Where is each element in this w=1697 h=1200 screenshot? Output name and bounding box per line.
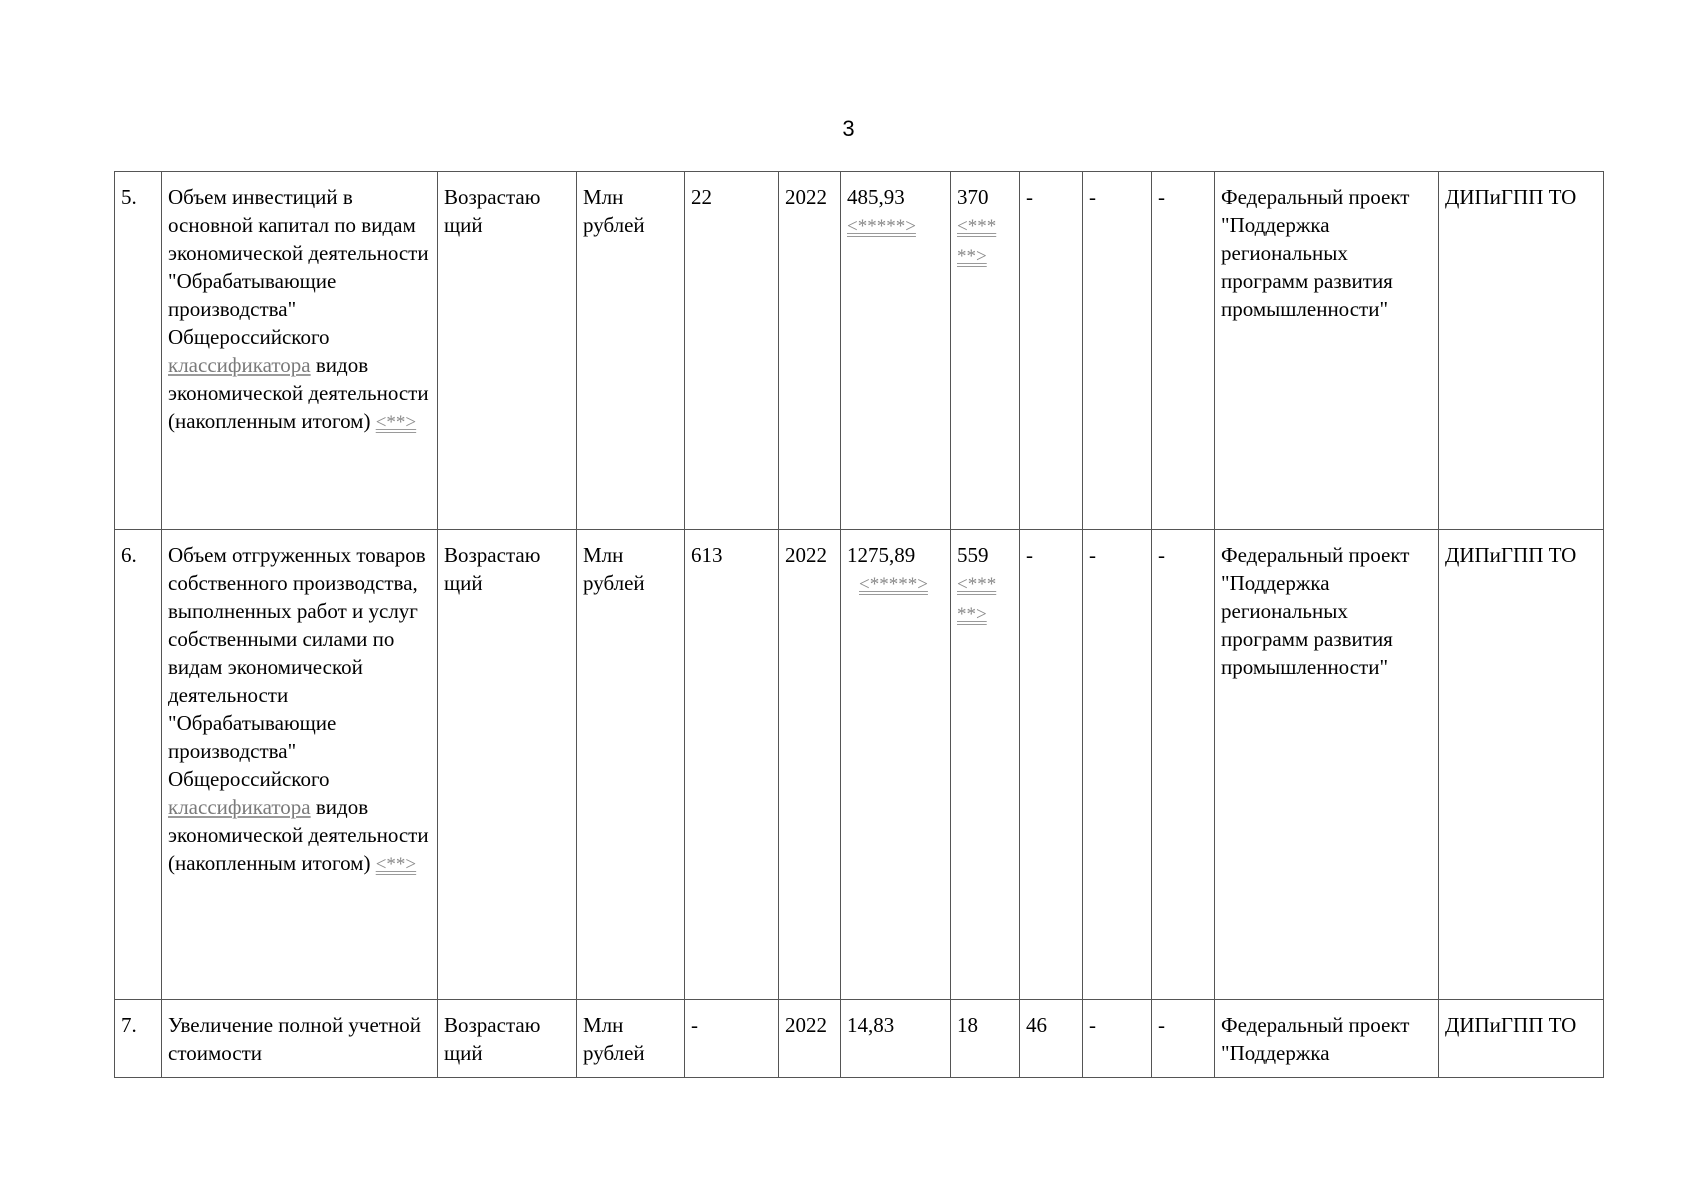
year-cell: 2022 (779, 1000, 841, 1078)
year-cell: 2022 (779, 530, 841, 1000)
footnote-ref[interactable]: <*** **> (957, 574, 997, 625)
classifier-link[interactable]: классификатора (168, 353, 311, 377)
responsible-cell: ДИПиГПП ТО (1439, 530, 1604, 1000)
unit-cell: Млн рублей (577, 530, 685, 1000)
unit-cell: Млн рублей (577, 172, 685, 530)
base-value-cell: 613 (685, 530, 779, 1000)
value-cell: 14,83 (841, 1000, 951, 1078)
value-cell: 559 <*** **> (951, 530, 1020, 1000)
value-cell: - (1152, 172, 1215, 530)
footnote-ref[interactable]: <**> (375, 854, 417, 875)
table-row (115, 172, 1604, 530)
footnote-ref[interactable]: <*****> (847, 216, 916, 237)
indicators-table (114, 171, 1604, 1078)
row-number: 6. (115, 530, 162, 1000)
responsible-cell: ДИПиГПП ТО (1439, 172, 1604, 530)
value-cell: - (1083, 530, 1152, 1000)
value-cell: 46 (1020, 1000, 1083, 1078)
unit-cell: Млн рублей (577, 1000, 685, 1078)
footnote-ref[interactable]: <*** **> (957, 216, 997, 267)
table-row (115, 530, 1604, 1000)
value-cell: - (1020, 172, 1083, 530)
project-cell: Федеральный проект "Поддержка региональных программ развития промышленности" (1215, 530, 1439, 1000)
value-cell: - (1152, 1000, 1215, 1078)
responsible-cell: ДИПиГПП ТО (1439, 1000, 1604, 1078)
row-number: 7. (115, 1000, 162, 1078)
value-cell: - (1083, 1000, 1152, 1078)
project-cell: Федеральный проект "Поддержка региональных программ развития промышленности" (1215, 172, 1439, 530)
trend-cell: Возрастаю щий (438, 1000, 577, 1078)
classifier-link[interactable]: классификатора (168, 795, 311, 819)
indicator-name: Объем инвестиций в основной капитал по видам экономической деятельности "Обрабатывающие производства" Общероссийского классификатора видов экономической деятельности (накопленным итогом) <**> (162, 172, 438, 530)
value-cell: 18 (951, 1000, 1020, 1078)
indicator-name: Увеличение полной учетной стоимости (162, 1000, 438, 1078)
table-row (115, 1000, 1604, 1078)
page-number: 3 (842, 116, 855, 141)
value-cell: - (1083, 172, 1152, 530)
trend-cell: Возрастаю щий (438, 530, 577, 1000)
value-cell: 370 <*** **> (951, 172, 1020, 530)
row-number: 5. (115, 172, 162, 530)
trend-cell: Возрастаю щий (438, 172, 577, 530)
footnote-ref[interactable]: <*****> (859, 574, 928, 595)
indicator-name: Объем отгруженных товаров собственного производства, выполненных работ и услуг собственными силами по видам экономической деятельности "Обрабатывающие производства" Общероссийского классификатора видов экономической деятельности (накопленным итогом) <**> (162, 530, 438, 1000)
base-value-cell: 22 (685, 172, 779, 530)
value-cell: 1275,89 <*****> (841, 530, 951, 1000)
base-value-cell: - (685, 1000, 779, 1078)
year-cell: 2022 (779, 172, 841, 530)
value-cell: - (1020, 530, 1083, 1000)
value-cell: - (1152, 530, 1215, 1000)
value-cell: 485,93 <*****> (841, 172, 951, 530)
project-cell: Федеральный проект "Поддержка (1215, 1000, 1439, 1078)
footnote-ref[interactable]: <**> (375, 412, 417, 433)
